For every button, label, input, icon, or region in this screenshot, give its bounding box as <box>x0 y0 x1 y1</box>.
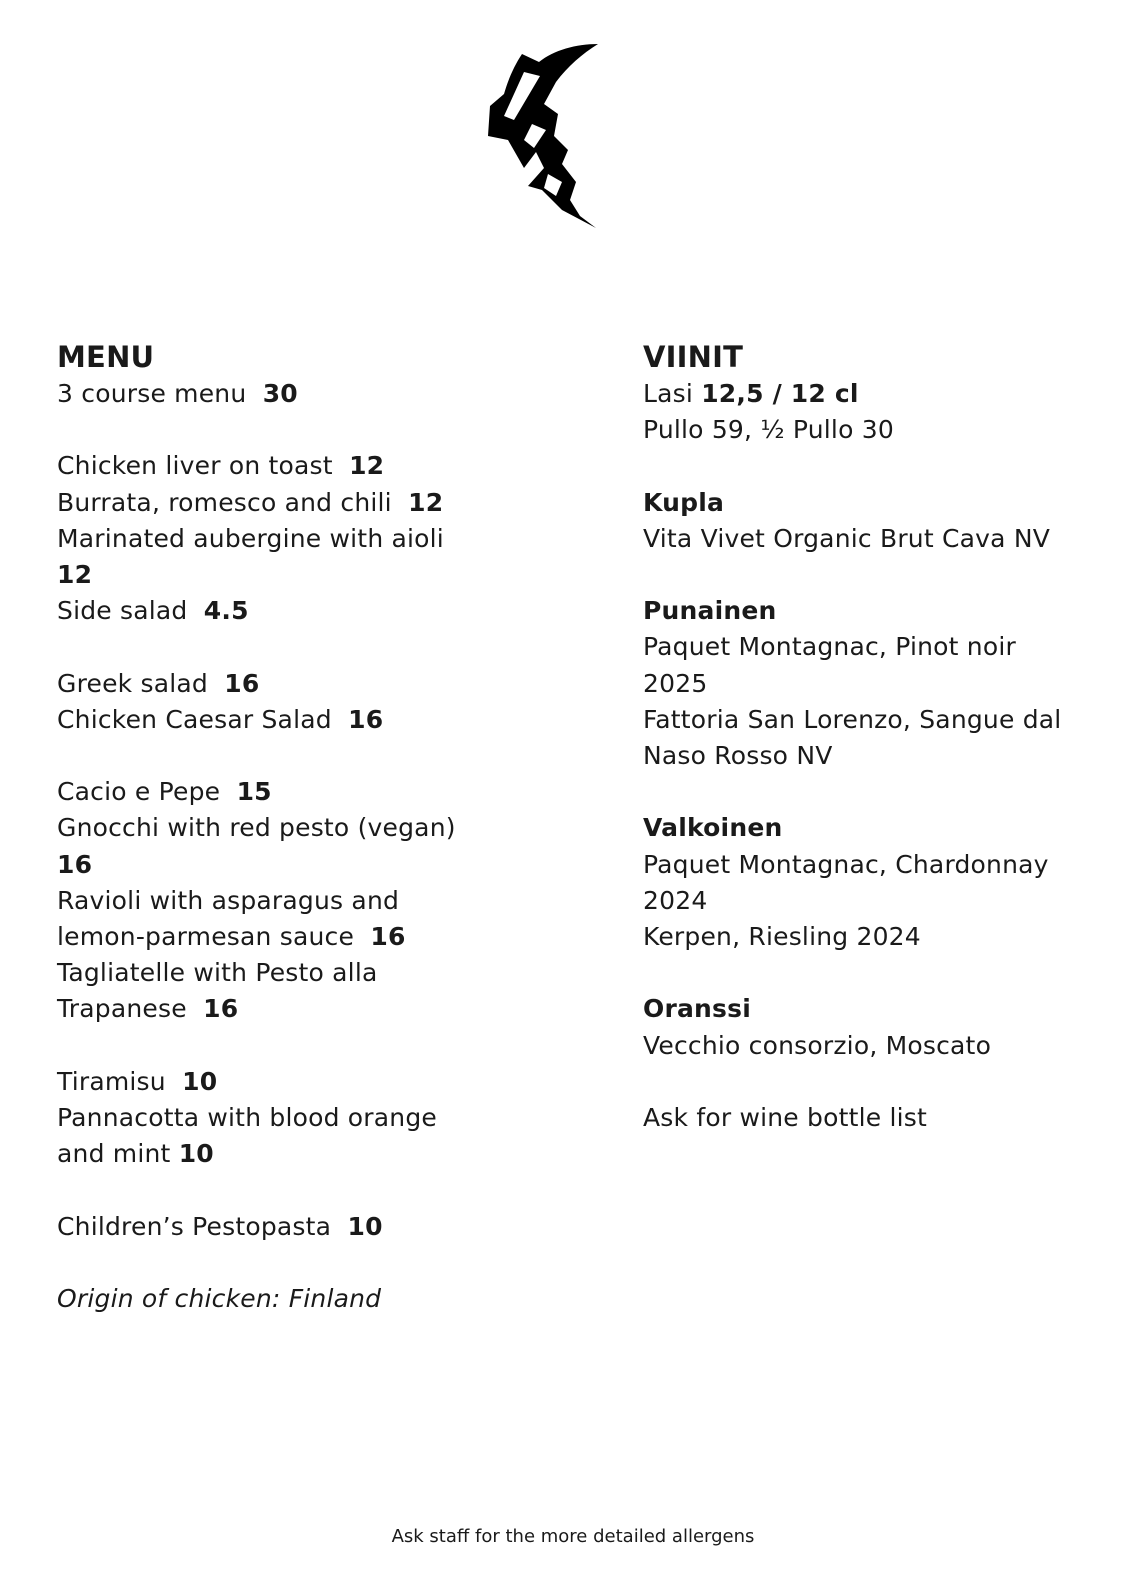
menu-item: and mint 10 <box>57 1139 214 1169</box>
menu-item: Cacio e Pepe 15 <box>57 777 272 807</box>
allergen-footer: Ask staff for the more detailed allergens <box>391 1526 755 1547</box>
wine-item: Vecchio consorzio, Moscato <box>643 1030 992 1060</box>
wine-item: Paquet Montagnac, Chardonnay <box>643 849 1049 879</box>
menu-item: Greek salad 16 <box>57 668 260 698</box>
wine-section-title: Oranssi <box>643 994 751 1024</box>
menu-item-price: 12 <box>57 560 93 589</box>
bottle-price: Pullo 59, ½ Pullo 30 <box>643 415 894 445</box>
wine-section-title: Punainen <box>643 596 777 626</box>
food-menu <box>57 338 487 1317</box>
menu-item: Pannacotta with blood orange <box>57 1103 437 1132</box>
menu-item: Chicken liver on toast 12 <box>57 451 385 481</box>
restaurant-logo <box>484 40 606 230</box>
wine-section-title: Valkoinen <box>643 813 783 843</box>
menu-item: Ravioli with asparagus and <box>57 885 400 915</box>
wine-item: 2025 <box>643 668 708 698</box>
wine-item: Vita Vivet Organic Brut Cava NV <box>643 523 1051 553</box>
wine-item: Naso Rosso NV <box>643 741 833 770</box>
wine-item: Paquet Montagnac, Pinot noir <box>643 632 1016 662</box>
menu-item: Side salad 4.5 <box>57 596 249 626</box>
origin-note: Origin of chicken: Finland <box>57 1283 382 1313</box>
menu-item: Marinated aubergine with aioli <box>57 523 444 553</box>
menu-item: Gnocchi with red pesto (vegan) <box>57 813 456 843</box>
wine-heading: VIINIT <box>643 340 744 374</box>
bottle-list-note: Ask for wine bottle list <box>643 1102 927 1132</box>
wine-item: Fattoria San Lorenzo, Sangue dal <box>643 704 1062 734</box>
menu-item-price: 16 <box>57 849 93 879</box>
glass-price: Lasi 12,5 / 12 cl <box>643 379 859 408</box>
course-menu-item: 3 course menu 30 <box>57 379 298 408</box>
menu-heading: MENU <box>57 340 155 374</box>
menu-item: Chicken Caesar Salad 16 <box>57 704 384 734</box>
wine-section-title: Kupla <box>643 487 725 517</box>
menu-item: Burrata, romesco and chili 12 <box>57 487 444 517</box>
menu-item: Tiramisu 10 <box>57 1066 218 1096</box>
menu-item: lemon-parmesan sauce 16 <box>57 922 406 951</box>
menu-item: Tagliatelle with Pesto alla <box>57 958 378 988</box>
wine-item: 2024 <box>643 885 708 915</box>
wine-list <box>643 338 1083 1136</box>
menu-item: Children’s Pestopasta 10 <box>57 1211 383 1241</box>
menu-item: Trapanese 16 <box>57 994 239 1024</box>
wine-item: Kerpen, Riesling 2024 <box>643 922 921 951</box>
